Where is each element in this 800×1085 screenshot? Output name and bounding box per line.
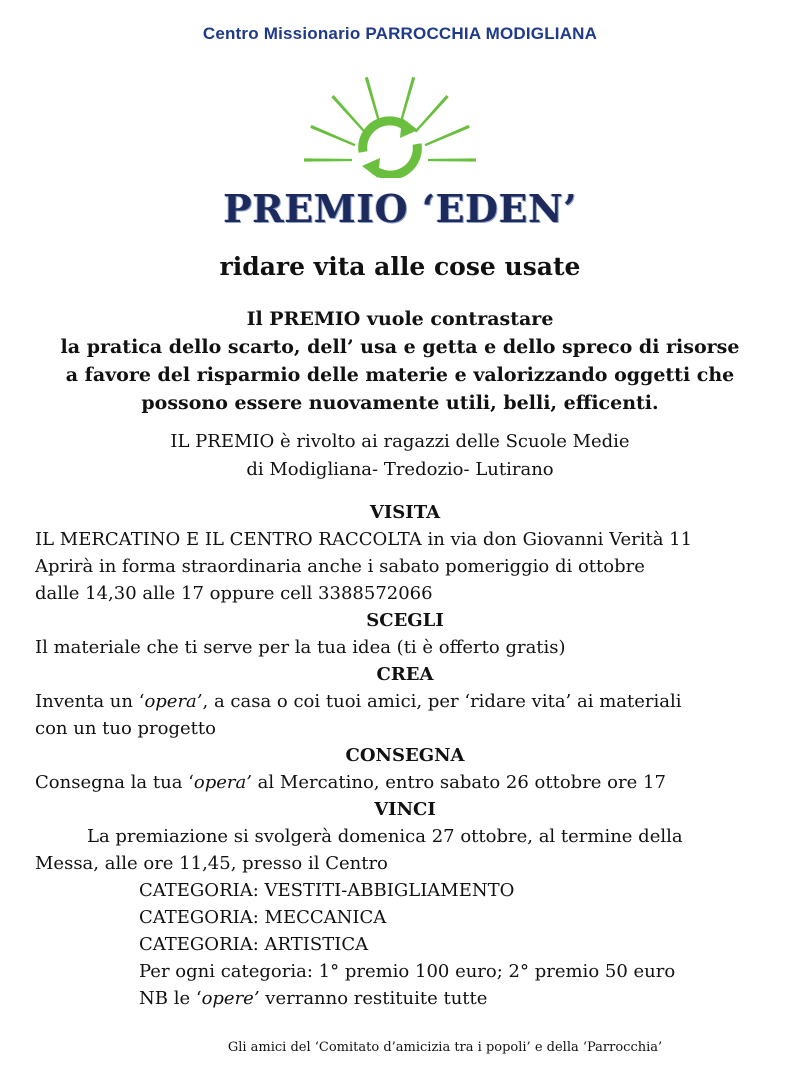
- sun-ray: [365, 77, 381, 124]
- page-subtitle: ridare vita alle cose usate: [219, 252, 581, 281]
- vinci-line: La premiazione si svolgerà domenica 27 ottobre, al termine della: [87, 826, 683, 847]
- visita-line: IL MERCATINO E IL CENTRO RACCOLTA in via don Giovanni Verità 11: [35, 529, 693, 550]
- scegli-line: Il materiale che ti serve per la tua idea (ti è offerto gratis): [35, 637, 566, 658]
- consegna-text: al Mercatino, entro sabato 26 ottobre ore 17: [251, 772, 666, 793]
- category-item: CATEGORIA: VESTITI-ABBIGLIAMENTO: [139, 880, 515, 901]
- sun-ray: [425, 125, 470, 146]
- target-line: IL PREMIO è rivolto ai ragazzi delle Scuole Medie: [170, 431, 630, 452]
- sun-ray: [310, 125, 355, 146]
- visita-line: dalle 14,30 alle 17 oppure cell 3388572066: [35, 583, 433, 604]
- consegna-text: Consegna la tua ‘: [35, 772, 194, 793]
- visita-line: Aprirà in forma straordinaria anche i sabato pomeriggio di ottobre: [35, 556, 645, 577]
- intro-line: Il PREMIO vuole contrastare: [246, 308, 554, 330]
- intro-line: a favore del risparmio delle materie e valorizzando oggetti che: [65, 364, 735, 386]
- category-item: CATEGORIA: MECCANICA: [139, 907, 387, 928]
- nb-line: [35, 985, 775, 1012]
- sun-ray: [304, 158, 352, 161]
- vinci-line: Messa, alle ore 11,45, presso il Centro: [35, 853, 388, 874]
- consegna-line: [35, 769, 775, 796]
- crea-text: Inventa un ‘: [35, 691, 145, 712]
- consegna-emphasis: opera’: [193, 772, 252, 793]
- scegli-heading: SCEGLI: [366, 610, 444, 631]
- crea-heading: CREA: [376, 664, 434, 685]
- intro-line: la pratica dello scarto, dell’ usa e getta e dello spreco di risorse: [60, 336, 740, 358]
- nb-text: verranno restituite tutte: [259, 988, 488, 1009]
- instructions-section: [35, 499, 775, 1012]
- sun-ray: [331, 95, 365, 133]
- consegna-heading: CONSEGNA: [345, 745, 465, 766]
- intro-line: possono essere nuovamente utili, belli, efficenti.: [141, 392, 659, 414]
- sun-ray: [428, 158, 476, 161]
- crea-emphasis: opera’: [144, 691, 203, 712]
- nb-emphasis: opere’: [201, 988, 260, 1009]
- crea-text: , a casa o coi tuoi amici, per ‘ridare vita’ ai materiali: [202, 691, 682, 712]
- crea-line: con un tuo progetto: [35, 718, 216, 739]
- category-item: CATEGORIA: ARTISTICA: [139, 934, 369, 955]
- sun-recycle-icon: [290, 60, 490, 178]
- organization-header: Centro Missionario PARROCCHIA MODIGLIANA: [202, 24, 598, 43]
- target-paragraph: [0, 428, 800, 484]
- footer-signature: Gli amici del ‘Comitato d’amicizia tra i popoli’ e della ‘Parrocchia’: [227, 1040, 663, 1055]
- visita-heading: VISITA: [369, 502, 441, 523]
- intro-paragraph: [0, 305, 800, 417]
- sun-ray: [415, 95, 449, 133]
- sun-ray: [399, 77, 415, 124]
- vinci-heading: VINCI: [374, 799, 436, 820]
- page-title: PREMIO ‘EDEN’: [223, 186, 577, 231]
- prizes-line: Per ogni categoria: 1° premio 100 euro; 2° premio 50 euro: [139, 961, 676, 982]
- target-line: di Modigliana- Tredozio- Lutirano: [246, 459, 554, 480]
- nb-text: NB le ‘: [139, 988, 202, 1009]
- crea-line: [35, 688, 775, 715]
